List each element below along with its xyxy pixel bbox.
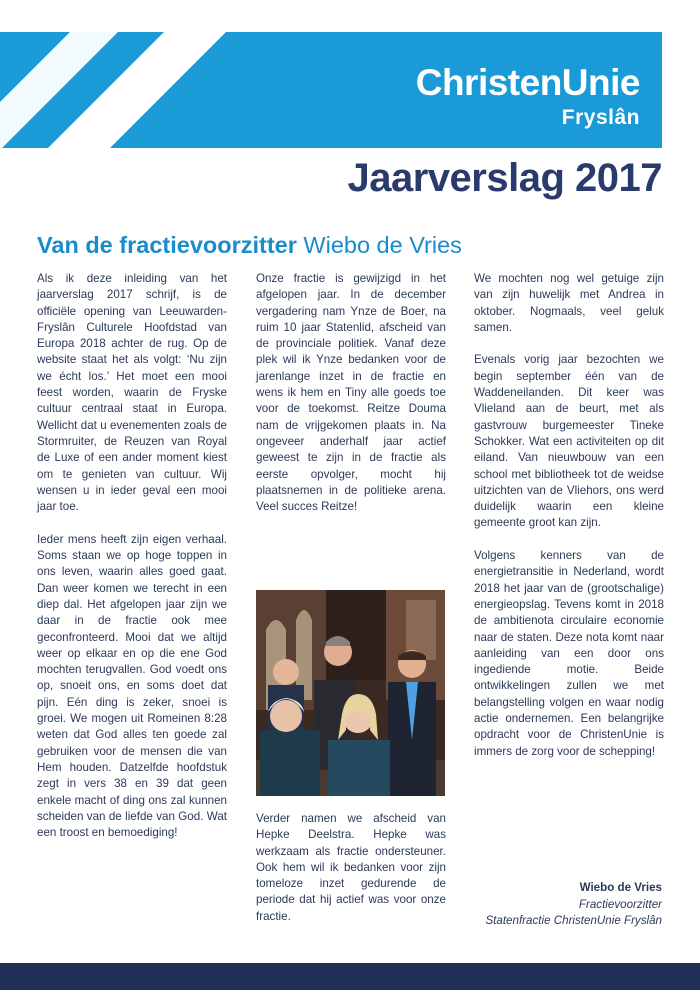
text-column-3 [474, 271, 664, 760]
signature-role: Fractievoorzitter [578, 897, 662, 911]
signature-name: Wiebo de Vries [579, 881, 662, 894]
section-title-heading: Van de fractievoorzitter [37, 232, 297, 258]
group-photo [256, 590, 445, 796]
brand-region: Fryslân [561, 106, 640, 129]
signature-block [485, 880, 662, 930]
text-column-2-continued [256, 811, 446, 925]
paragraph: Ieder mens heeft zijn eigen verhaal. Soms staan we op hoge toppen in ons leven, waarin alles goed gaat. Dan weer komen we terecht in een diep dal. Het afgelopen jaar zijn we daar in de fractie ook mee geconfronteerd. Mooi dat we altijd weer op elkaar en op die ene God mochten terugvallen. God voedt ons op, snoeit ons, en soms doet dat pijn. Eén ding is zeker, snoei is groei. We mogen uit Romeinen 8:28 weten dat God alles ten goede zal gebruiken voor de mensen die van Hem houden. Datzelfde hoofdstuk zegt in vers 38 en 39 dat geen enkele macht of ding ons zal kunnen scheiden van de liefde van God. Wat een troost en bemoediging! [37, 532, 227, 840]
brand-name: ChristenUnie [415, 62, 640, 103]
text-column-1 [37, 271, 227, 841]
section-title-author: Wiebo de Vries [303, 232, 462, 258]
paragraph: Onze fractie is gewijzigd in het afgelopen jaar. In de december vergadering nam Ynze de Boer, na ruim 10 jaar Statenlid, afscheid van de provinciale politiek. Vanaf deze plek wil ik Ynze bedanken voor de jarenlange inzet in de fractie en wens ik hem en Tiny alle goeds toe voor de toekomst. Reitze Douma nam de vrijgekomen plaats in. Na ongeveer anderhalf jaar actief geweest te zijn in de fractie als eerste opvolger, mocht hij plaatsnemen in de politieke arena. Veel succes Reitze! [256, 272, 446, 514]
paragraph: Evenals vorig jaar bezochten we begin september één van de Waddeneilanden. Dit keer was Vlieland aan de beurt, met als gastvrouw burgemeester Tineke Schokker. Wat een activiteiten op dit eiland. Van nieuwbouw van een school met bibliotheek tot de weidse uitzichten van de Vliehors, ons werd duidelijk waarin een kleine gemeente groot kan zijn. [474, 353, 664, 530]
paragraph: Als ik deze inleiding van het jaarverslag 2017 schrijf, is de officiële opening van Leeuwarden-Fryslân Culturele Hoofdstad van Europa 2018 achter de rug. Op de website staat het als volgt: ‘Nu zijn we écht los.’ Het moet een mooi feest worden, waarin de Fryske cultuur centraal staat in Europa. Wellicht dat u evenementen zoals de Stormruiter, de Reuzen van Royal de Luxe of een ander moment kiest om te genieten van cultuur. Wij wensen u in ieder geval een mooi jaar toe. [37, 272, 227, 514]
brand-logo [416, 63, 640, 129]
paragraph: Verder namen we afscheid van Hepke Deelstra. Hepke was werkzaam als fractie ondersteuner. Ook hem wil ik bedanken voor zijn tomeloze inzet gedurende de periode dat hij actief was voor onze fractie. [256, 812, 446, 923]
text-column-2 [256, 271, 446, 515]
paragraph: We mochten nog wel getuige zijn van zijn huwelijk met Andrea in oktober. Nogmaals, veel geluk samen. [474, 272, 664, 334]
paragraph: Volgens kenners van de energietransitie in Nederland, wordt 2018 het jaar van de (grootschalige) energieopslag. Tevens komt in 2018 de ambitienota circulaire economie naar de staten. Deze nota komt naar aanleiding van een door ons ingediende motie. Beide ontwikkelingen zullen we met belangstelling volgen en waar nodig actie ondernemen. Een belangrijke opdracht voor de ChristenUnie is immers de zorg voor de schepping! [474, 549, 664, 758]
report-title: Jaarverslag 2017 [347, 156, 662, 200]
group-photo-illustration [256, 590, 445, 796]
section-title [37, 229, 462, 261]
footer-bar [0, 963, 700, 990]
signature-org: Statenfractie ChristenUnie Fryslân [485, 914, 662, 927]
